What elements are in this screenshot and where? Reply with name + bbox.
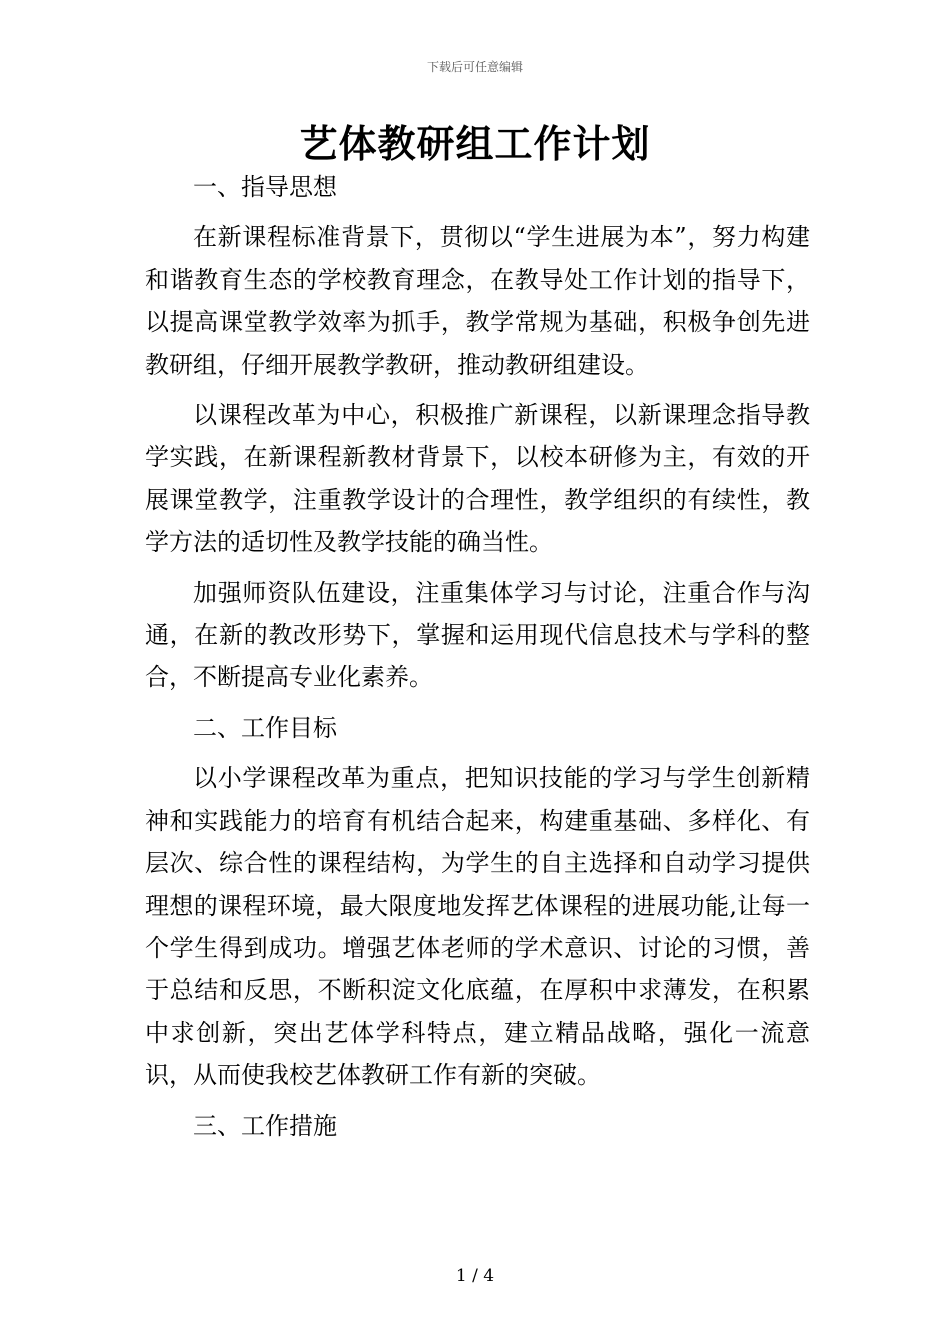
page-title: 艺体教研组工作计划 <box>299 121 651 166</box>
document-body <box>145 166 810 1147</box>
paragraph: 以小学课程改革为重点，把知识技能的学习与学生创新精神和实践能力的培育有机结合起来，构建重基础、多样化、有层次、综合性的课程结构，为学生的自主选择和自动学习提供理想的课程环境，最大限度地发挥艺体课程的进展功能,让每一个学生得到成功。增强艺体老师的学术意识、讨论的习惯，善于总结和反思，不断积淀文化底蕴，在厚积中求薄发，在积累中求创新，突出艺体学科特点，建立精品战略，强化一流意识，从而使我校艺体教研工作有新的突破。 <box>145 764 810 1090</box>
section-heading-guiding-thought: 一、指导思想 <box>193 173 337 201</box>
page-number: 1 / 4 <box>455 1266 495 1286</box>
section-heading-work-goals: 二、工作目标 <box>193 713 337 742</box>
section-heading-work-measures: 三、工作措施 <box>193 1111 337 1140</box>
paragraph: 加强师资队伍建设，注重集体学习与讨论，注重合作与沟通，在新的教改形势下，掌握和运用现代信息技术与学科的整合，不断提高专业化素养。 <box>145 578 810 692</box>
header-note: 下载后可任意编辑 <box>426 60 523 74</box>
paragraph: 在新课程标准背景下，贯彻以“学生进展为本”，努力构建和谐教育生态的学校教育理念，在教导处工作计划的指导下，以提高课堂教学效率为抓手，教学常规为基础，积极争创先进教研组，仔细开展教学教研，推动教研组建设。 <box>145 223 810 379</box>
paragraph: 以课程改革为中心，积极推广新课程，以新课理念指导教学实践，在新课程新教材背景下，以校本研修为主，有效的开展课堂教学，注重教学设计的合理性，教学组织的有续性，教学方法的适切性及教学技能的确当性。 <box>145 401 810 557</box>
